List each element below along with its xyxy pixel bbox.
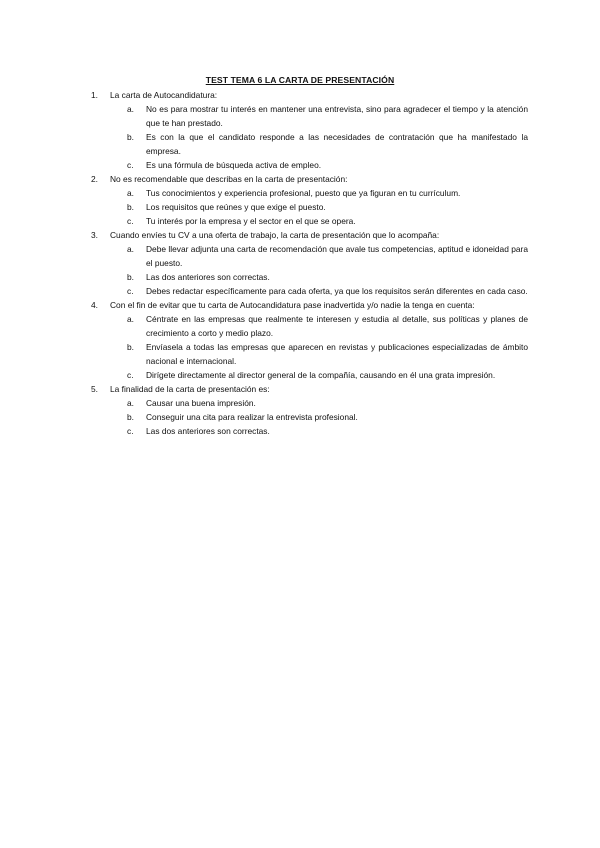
option-letter: b. <box>127 272 134 282</box>
option-letter: b. <box>127 342 134 352</box>
option-c <box>0 284 600 298</box>
option-b <box>0 200 600 214</box>
option-text: Debe llevar adjunta una carta de recomendación que avale tus competencias, aptitud e idoneidad para el puesto. <box>146 244 528 268</box>
question-text: Con el fin de evitar que tu carta de Autocandidatura pase inadvertida y/o nadie la tenga en cuenta: <box>110 300 475 310</box>
question-text: No es recomendable que describas en la carta de presentación: <box>110 174 348 184</box>
option-a <box>0 312 600 340</box>
option-b <box>0 270 600 284</box>
question-number: 2. <box>91 174 98 184</box>
option-text: No es para mostrar tu interés en mantener una entrevista, sino para agradecer el tiempo y la atención que te han prestado. <box>146 104 528 128</box>
question-text: Cuando envíes tu CV a una oferta de trabajo, la carta de presentación que lo acompaña: <box>110 230 440 240</box>
option-list <box>0 242 600 298</box>
option-letter: a. <box>127 398 134 408</box>
document-title: TEST TEMA 6 LA CARTA DE PRESENTACIÓN <box>205 75 395 85</box>
option-text: Envíasela a todas las empresas que aparecen en revistas y publicaciones especializadas de ámbito nacional e internacional. <box>146 342 528 366</box>
option-text: Tus conocimientos y experiencia profesional, puesto que ya figuran en tu currículum. <box>146 188 461 198</box>
option-letter: c. <box>127 370 134 380</box>
option-list <box>0 396 600 438</box>
option-a <box>0 242 600 270</box>
option-c <box>0 214 600 228</box>
question-1 <box>0 88 600 172</box>
question-text: La finalidad de la carta de presentación es: <box>110 384 270 394</box>
question-5 <box>0 382 600 438</box>
option-text: Céntrate en las empresas que realmente te interesen y estudia al detalle, sus políticas y planes de crecimiento a corto y medio plazo. <box>146 314 528 338</box>
question-number: 1. <box>91 90 98 100</box>
option-b <box>0 410 600 424</box>
option-list <box>0 186 600 228</box>
option-c <box>0 158 600 172</box>
question-number: 3. <box>91 230 98 240</box>
option-text: Debes redactar específicamente para cada oferta, ya que los requisitos serán diferentes en cada caso. <box>146 286 528 296</box>
option-a <box>0 186 600 200</box>
option-letter: c. <box>127 216 134 226</box>
option-list <box>0 312 600 382</box>
option-text: Es con la que el candidato responde a las necesidades de contratación que ha manifestado la empresa. <box>146 132 528 156</box>
question-4 <box>0 298 600 382</box>
option-letter: a. <box>127 244 134 254</box>
option-text: Tu interés por la empresa y el sector en el que se opera. <box>146 216 356 226</box>
option-text: Dirígete directamente al director general de la compañía, causando en él una grata impresión. <box>146 370 496 380</box>
option-letter: c. <box>127 160 134 170</box>
option-b <box>0 340 600 368</box>
question-number: 5. <box>91 384 98 394</box>
option-b <box>0 130 600 158</box>
question-2 <box>0 172 600 228</box>
option-letter: c. <box>127 426 134 436</box>
option-text: Es una fórmula de búsqueda activa de empleo. <box>146 160 322 170</box>
option-c <box>0 368 600 382</box>
option-c <box>0 424 600 438</box>
question-list <box>0 88 600 438</box>
option-letter: c. <box>127 286 134 296</box>
option-letter: b. <box>127 202 134 212</box>
option-letter: b. <box>127 132 134 142</box>
option-list <box>0 102 600 172</box>
option-text: Las dos anteriores son correctas. <box>146 272 270 282</box>
question-3 <box>0 228 600 298</box>
option-text: Los requisitos que reúnes y que exige el puesto. <box>146 202 326 212</box>
option-letter: a. <box>127 188 134 198</box>
option-a <box>0 102 600 130</box>
option-text: Causar una buena impresión. <box>146 398 256 408</box>
option-text: Las dos anteriores son correctas. <box>146 426 270 436</box>
option-text: Conseguir una cita para realizar la entrevista profesional. <box>146 412 358 422</box>
option-letter: a. <box>127 314 134 324</box>
question-number: 4. <box>91 300 98 310</box>
question-text: La carta de Autocandidatura: <box>110 90 218 100</box>
option-a <box>0 396 600 410</box>
option-letter: b. <box>127 412 134 422</box>
option-letter: a. <box>127 104 134 114</box>
